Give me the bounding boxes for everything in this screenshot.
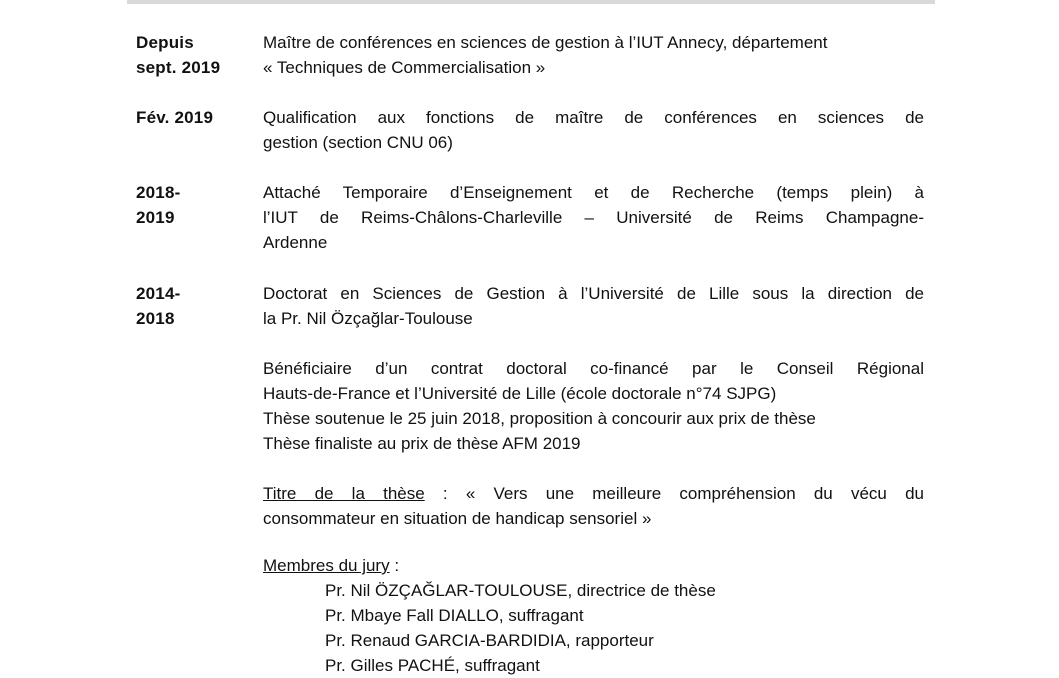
thesis-title — [263, 481, 924, 531]
jury-member: Pr. Renaud GARCIA-BARDIDIA, rapporteur — [325, 631, 654, 650]
contract-line: Bénéficiaire d’un contrat doctoral co-financé par le Conseil Régional — [263, 359, 924, 378]
jury-member: Pr. Gilles PACHÉ, suffragant — [325, 656, 540, 675]
desc-line: Ardenne — [263, 233, 328, 252]
desc-line: l’IUT de Reims-Châlons-Charleville – Université de Reims Champagne- — [263, 208, 924, 227]
contract-description — [263, 356, 924, 456]
entry-description — [263, 30, 924, 80]
thesis-title-line: consommateur en situation de handicap sensoriel » — [263, 509, 652, 528]
jury-label: Membres du jury — [263, 556, 390, 575]
desc-line: la Pr. Nil Özçağlar-Toulouse — [263, 309, 473, 328]
date-line: Fév. 2019 — [136, 108, 214, 127]
desc-line: « Techniques de Commercialisation » — [263, 58, 546, 77]
entry-date — [136, 180, 246, 230]
date-line: Depuis — [136, 33, 194, 52]
thesis-title-text: : « Vers une meilleure compréhension du vécu du — [424, 484, 924, 503]
date-line: 2019 — [136, 208, 175, 227]
contract-line: Thèse soutenue le 25 juin 2018, proposition à concourir aux prix de thèse — [263, 409, 816, 428]
desc-line: gestion (section CNU 06) — [263, 133, 453, 152]
jury-list — [263, 553, 924, 678]
date-line: 2018 — [136, 309, 175, 328]
date-line: 2014- — [136, 284, 181, 303]
entry-description — [263, 281, 924, 331]
entry-description — [263, 105, 924, 155]
entry-description — [263, 180, 924, 255]
desc-line: Doctorat en Sciences de Gestion à l’Université de Lille sous la direction de — [263, 284, 924, 303]
entry-date — [136, 30, 246, 80]
contract-line: Thèse finaliste au prix de thèse AFM 2019 — [263, 434, 581, 453]
date-line: 2018- — [136, 183, 181, 202]
desc-line: Attaché Temporaire d’Enseignement et de Recherche (temps plein) à — [263, 183, 924, 202]
section-header-bar — [127, 0, 935, 4]
jury-member: Pr. Nil ÖZÇAĞLAR-TOULOUSE, directrice de thèse — [325, 581, 716, 600]
jury-heading — [263, 553, 924, 578]
entry-date — [136, 105, 246, 130]
date-line: sept. 2019 — [136, 58, 221, 77]
thesis-title-line — [263, 481, 924, 506]
jury-member: Pr. Mbaye Fall DIALLO, suffragant — [325, 606, 584, 625]
contract-line: Hauts-de-France et l’Université de Lille (école doctorale n°74 SJPG) — [263, 384, 777, 403]
entry-date — [136, 281, 246, 331]
thesis-title-label: Titre de la thèse — [263, 484, 425, 503]
desc-line: Qualification aux fonctions de maître de conférences en sciences de — [263, 108, 924, 127]
jury-label-suffix: : — [389, 556, 400, 575]
desc-line: Maître de conférences en sciences de gestion à l’IUT Annecy, département — [263, 33, 828, 52]
